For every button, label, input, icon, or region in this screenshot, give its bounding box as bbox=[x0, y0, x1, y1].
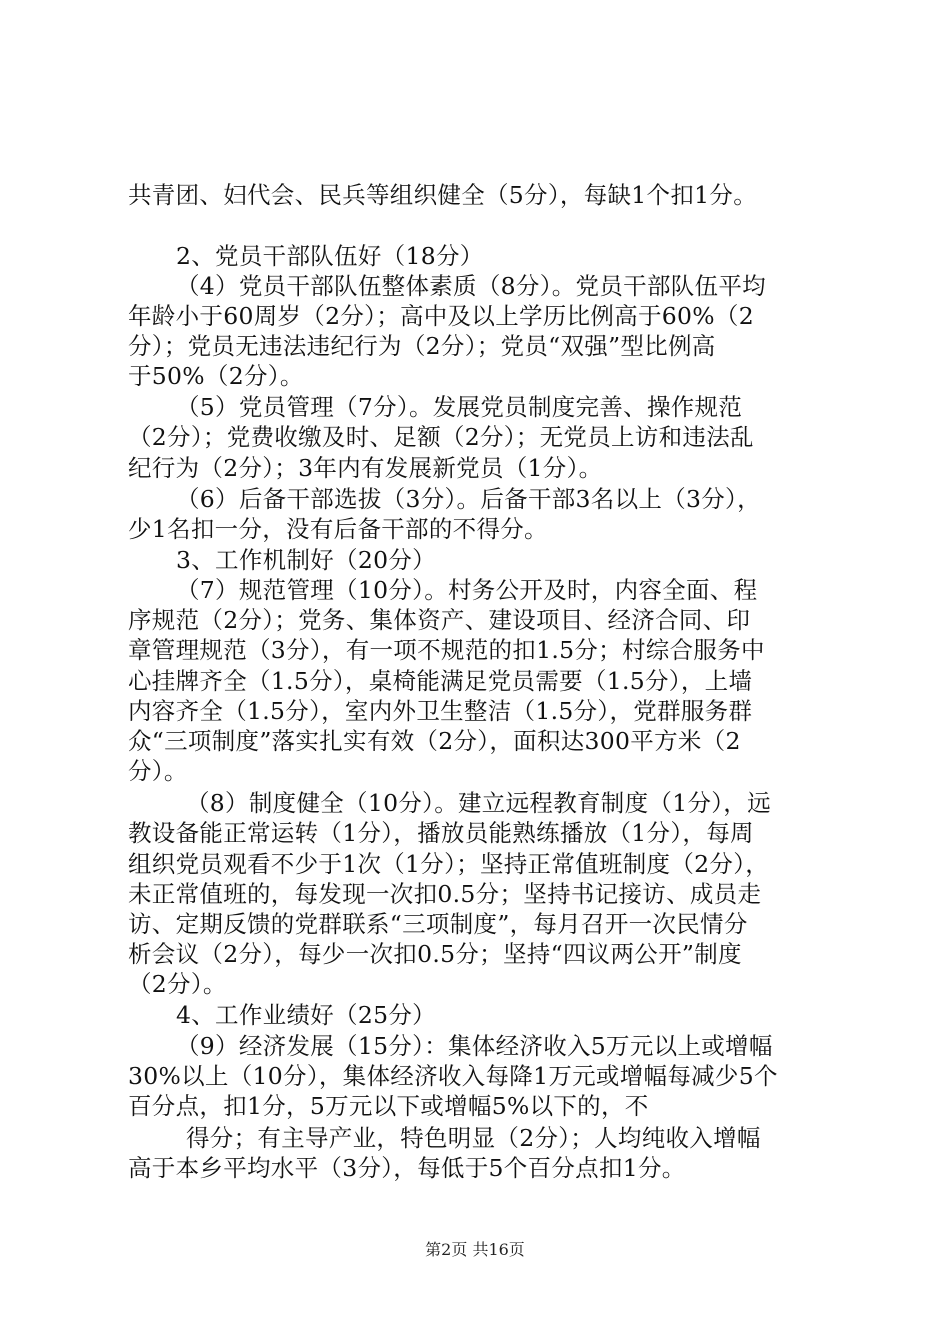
text-line: （4）党员干部队伍整体素质（8分）。党员干部队伍平均 bbox=[176, 272, 766, 300]
text-line: 众“三项制度”落实扎实有效（2分），面积达300平方米（2 bbox=[128, 727, 741, 755]
text-line: 访、定期反馈的党群联系“三项制度”，每月召开一次民情分 bbox=[128, 910, 748, 938]
text-line: 于50%（2分）。 bbox=[128, 362, 304, 390]
text-line: 组织党员观看不少于1次（1分）；坚持正常值班制度（2分）， bbox=[128, 850, 770, 878]
page-footer: 第2页 共16页 bbox=[425, 1240, 525, 1259]
text-line: 章管理规范（3分），有一项不规范的扣1.5分；村综合服务中 bbox=[128, 636, 765, 664]
text-line: 百分点，扣1分，5万元以下或增幅5%以下的，不 bbox=[128, 1092, 649, 1120]
text-line: （7）规范管理（10分）。村务公开及时，内容全面、程 bbox=[176, 576, 758, 604]
text-line: （8）制度健全（10分）。建立远程教育制度（1分），远 bbox=[186, 789, 771, 817]
text-line: 高于本乡平均水平（3分），每低于5个百分点扣1分。 bbox=[128, 1154, 686, 1182]
text-line: 年龄小于60周岁（2分）；高中及以上学历比例高于60%（2 bbox=[128, 302, 754, 330]
text-line: （9）经济发展（15分）：集体经济收入5万元以上或增幅 bbox=[176, 1032, 773, 1060]
text-line: 序规范（2分）；党务、集体资产、建设项目、经济合同、印 bbox=[128, 606, 751, 634]
section-heading: 4、工作业绩好（25分） bbox=[176, 1001, 436, 1029]
text-line: （2分）。 bbox=[128, 970, 227, 998]
section-heading: 3、工作机制好（20分） bbox=[176, 546, 436, 574]
text-line: （2分）；党费收缴及时、足额（2分）；无党员上访和违法乱 bbox=[128, 423, 754, 451]
text-line: 30%以上（10分），集体经济收入每降1万元或增幅每减少5个 bbox=[128, 1062, 778, 1090]
text-line: 分）。 bbox=[128, 757, 188, 785]
text-line: 教设备能正常运转（1分），播放员能熟练播放（1分），每周 bbox=[128, 819, 754, 847]
section-heading: 2、党员干部队伍好（18分） bbox=[176, 242, 484, 270]
text-line: 共青团、妇代会、民兵等组织健全（5分），每缺1个扣1分。 bbox=[128, 181, 758, 209]
text-line: 纪行为（2分）；3年内有发展新党员（1分）。 bbox=[128, 454, 603, 482]
text-line: 心挂牌齐全（1.5分），桌椅能满足党员需要（1.5分），上墙 bbox=[128, 667, 753, 695]
text-line: 未正常值班的，每发现一次扣0.5分；坚持书记接访、成员走 bbox=[128, 880, 762, 908]
text-line: 得分；有主导产业，特色明显（2分）；人均纯收入增幅 bbox=[186, 1124, 761, 1152]
text-line: （5）党员管理（7分）。发展党员制度完善、操作规范 bbox=[176, 393, 743, 421]
text-line: 少1名扣一分，没有后备干部的不得分。 bbox=[128, 515, 548, 543]
text-line: 内容齐全（1.5分），室内外卫生整洁（1.5分），党群服务群 bbox=[128, 697, 753, 725]
text-line: （6）后备干部选拔（3分）。后备干部3名以上（3分）， bbox=[176, 485, 761, 513]
text-line: 分）；党员无违法违纪行为（2分）；党员“双强”型比例高 bbox=[128, 332, 716, 360]
text-line: 析会议（2分），每少一次扣0.5分；坚持“四议两公开”制度 bbox=[128, 940, 742, 968]
